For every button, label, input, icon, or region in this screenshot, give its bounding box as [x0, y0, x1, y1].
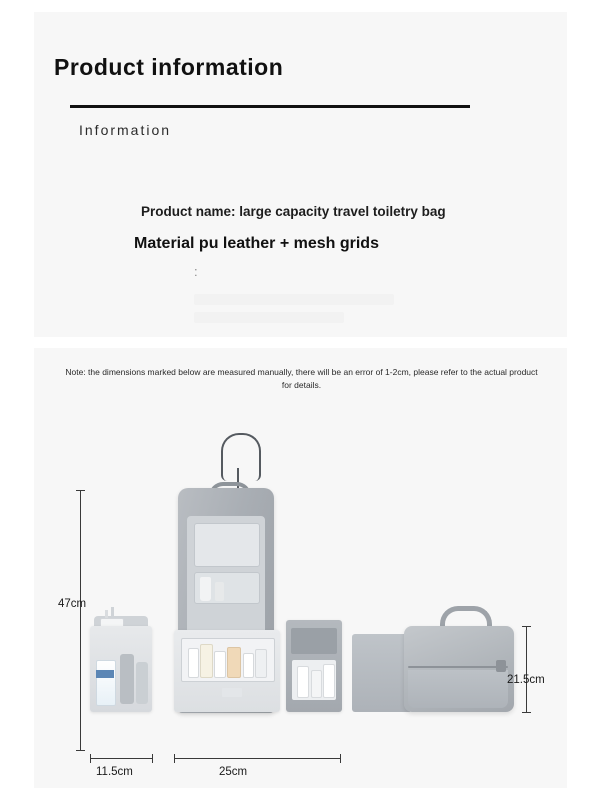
- title-divider: [70, 105, 470, 108]
- information-subheading: Information: [79, 122, 172, 138]
- dimensions-panel: [34, 348, 567, 788]
- information-panel: [34, 12, 567, 337]
- closed-bag-zipper-pull: [496, 660, 506, 672]
- page-title: Product information: [54, 54, 284, 80]
- mesh-pocket-upper: [194, 523, 260, 567]
- spec-material: Material pu leather + mesh grids: [134, 235, 379, 252]
- bottle-item: [227, 647, 241, 678]
- small-width-caliper-tick: [152, 754, 153, 763]
- side-height-caliper-tick: [522, 626, 531, 627]
- side-height-caliper-tick: [522, 712, 531, 713]
- bottle-item: [243, 653, 254, 678]
- side-height-caliper-line: [526, 626, 527, 712]
- bottle-item: [297, 666, 309, 698]
- bottle-item: [200, 644, 213, 678]
- bottle-item: [255, 649, 267, 678]
- bag-side-panel: [352, 634, 410, 712]
- boxed-item: [96, 660, 116, 706]
- flap-label: [222, 688, 242, 697]
- bottle-item: [214, 651, 226, 678]
- width-caliper-line: [174, 758, 340, 759]
- bottle-item: [311, 670, 322, 698]
- measurement-note: Note: the dimensions marked below are measured manually, there will be an error of 1-2cm, please refer to the actual product for details.: [65, 367, 538, 391]
- width-caliper-tick: [174, 754, 175, 763]
- placeholder-line: [194, 294, 394, 305]
- bottle-item: [200, 577, 211, 601]
- product-illustration: [34, 348, 567, 788]
- dimension-width-label: 25cm: [219, 766, 248, 778]
- small-width-caliper-line: [90, 758, 152, 759]
- dimension-height-label: 47cm: [58, 598, 87, 610]
- bottle-item: [188, 648, 199, 678]
- small-width-caliper-tick: [90, 754, 91, 763]
- bottle-item: [215, 582, 224, 601]
- placeholder-line: [194, 312, 344, 323]
- height-caliper-tick: [76, 750, 85, 751]
- closed-bag-front-panel: [408, 670, 508, 708]
- closed-bag-zipper: [408, 666, 508, 668]
- boxed-item-band: [96, 670, 114, 678]
- height-caliper-tick: [76, 490, 85, 491]
- spec-empty-value: :: [194, 264, 198, 279]
- tube-item: [136, 662, 148, 704]
- dimension-side-height-label: 21.5cm: [507, 674, 545, 686]
- dimension-small-width-label: 11.5cm: [96, 766, 133, 778]
- width-caliper-tick: [340, 754, 341, 763]
- right-pouch-pocket: [291, 628, 337, 654]
- hook-icon: [221, 433, 261, 481]
- bottle-item: [323, 664, 335, 698]
- spec-product-name: Product name: large capacity travel toiletry bag: [141, 204, 446, 219]
- tube-item: [120, 654, 134, 704]
- height-caliper-line: [80, 490, 81, 750]
